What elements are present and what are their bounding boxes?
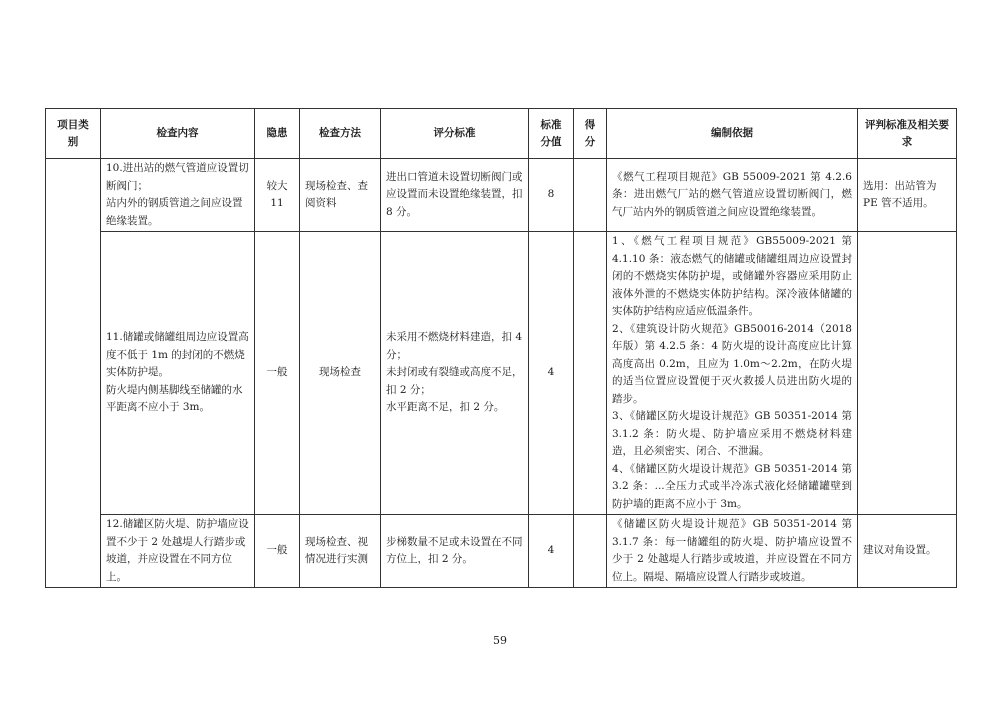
basis-text: 3、《储罐区防火堤设计规范》GB 50351-2014 第 3.1.2 条：防火堤、防护墙应采用不燃烧材料建造，且必须密实、闭合、不泄漏。: [612, 410, 852, 457]
basis-cell: [607, 515, 858, 588]
page-number: 59: [493, 634, 507, 647]
judgement-cell: 建议对角设置。: [858, 515, 957, 588]
basis-cell: [607, 232, 858, 515]
check-content-text: 11.储罐或储罐组周边应设置高度不低于 1m 的封闭的不燃烧实体防护堤。: [106, 331, 249, 379]
header-criteria: 评分标准: [381, 109, 529, 159]
header-category: 项目类别: [46, 109, 101, 159]
scoring-criteria-text: 进出口管道未设置切断阀门或应设置而未设置绝缘装置，扣 8 分。: [386, 170, 523, 218]
obtained-score-cell: [574, 159, 607, 232]
obtained-score-cell: [574, 515, 607, 588]
scoring-criteria-cell: [381, 515, 529, 588]
scoring-criteria-text: 水平距离不足，扣 2 分。: [386, 401, 505, 414]
inspection-table: [45, 108, 957, 588]
header-obtained: 得分: [574, 109, 607, 159]
check-method-cell: [300, 232, 381, 515]
standard-score-cell: 4: [529, 232, 574, 515]
header-judgement: 评判标准及相关要求: [858, 109, 957, 159]
hazard-level-cell: 一般: [255, 232, 300, 515]
category-cell: [46, 159, 101, 588]
basis-text: 4、《储罐区防火堤设计规范》GB 50351-2014 第 3.2 条：...全压力式或半冷冻式液化烃储罐罐壁到防护墙的距离不应小于 3m。: [612, 462, 852, 510]
scoring-criteria-text: 未封闭或有裂缝或高度不足，扣 2 分；: [386, 366, 523, 396]
check-content-text: 站内外的钢质管道之间应设置绝缘装置。: [106, 197, 243, 227]
check-content-cell: [101, 515, 255, 588]
basis-text: 《储罐区防火堤设计规范》GB 50351-2014 第 3.1.7 条：每一储罐组的防火堤、防护墙应设置不少于 2 处越堤人行踏步或坡道，并应设置在不同方位上。隔堤、隔墙应设置人行踏步或坡道。: [612, 518, 852, 583]
table-header-row: [46, 109, 957, 159]
basis-cell: [607, 159, 858, 232]
check-method-text: 现场检查、视情况进行实测: [305, 535, 368, 565]
check-content-text: 10.进出站的燃气管道应设置切断阀门；: [106, 162, 249, 192]
table-row: [46, 159, 957, 232]
check-content-text: 12.储罐区防火堤、防护墙应设置不少于 2 处越堤人行踏步或坡道，并应设置在不同方位上。: [106, 518, 249, 583]
check-method-text: 现场检查: [319, 366, 361, 379]
scoring-criteria-cell: [381, 232, 529, 515]
standard-score-cell: 4: [529, 515, 574, 588]
header-method: 检查方法: [300, 109, 381, 159]
check-content-text: 防火堤内侧基脚线至储罐的水平距离不应小于 3m。: [106, 383, 243, 414]
check-method-cell: [300, 515, 381, 588]
table-row: [46, 515, 957, 588]
header-score: 标准分值: [529, 109, 574, 159]
basis-text: 1、《燃气工程项目规范》GB55009-2021 第 4.1.10 条：液态燃气的储罐或储罐组周边应设置封闭的不燃烧实体防护堤，或储罐外容器应采用防止液体外泄的不燃烧实体防护结构。深冷液体储罐的实体防护结构应适应低温条件。: [612, 235, 852, 317]
header-hazard: 隐患: [255, 109, 300, 159]
standard-score-cell: 8: [529, 159, 574, 232]
hazard-level-cell: 较大11: [255, 159, 300, 232]
check-content-cell: [101, 232, 255, 515]
header-content: 检查内容: [101, 109, 255, 159]
scoring-criteria-cell: [381, 159, 529, 232]
obtained-score-cell: [574, 232, 607, 515]
hazard-level-cell: 一般: [255, 515, 300, 588]
basis-text: 2、《建筑设计防火规范》GB50016-2014（2018 年版）第 4.2.5 条：4 防火堤的设计高度应比计算高度高出 0.2m，且应为 1.0m～2.2m，在防火堤的适当位置应设置便于灭火救援人员进出防火堤的踏步。: [612, 322, 852, 405]
check-content-cell: [101, 159, 255, 232]
header-basis: 编制依据: [607, 109, 858, 159]
judgement-cell: 选用：出站管为 PE 管不适用。: [858, 159, 957, 232]
scoring-criteria-text: 未采用不燃烧材料建造，扣 4 分；: [386, 331, 523, 361]
basis-text: 《燃气工程项目规范》GB 55009-2021 第 4.2.6 条：进出燃气厂站的燃气管道应设置切断阀门，燃气厂站内外的钢质管道之间应设置绝缘装置。: [612, 170, 852, 218]
scoring-criteria-text: 步梯数量不足或未设置在不同方位上，扣 2 分。: [386, 535, 523, 565]
judgement-cell: [858, 232, 957, 515]
check-method-cell: [300, 159, 381, 232]
table-row: [46, 232, 957, 515]
check-method-text: 现场检查、查阅资料: [305, 179, 368, 209]
